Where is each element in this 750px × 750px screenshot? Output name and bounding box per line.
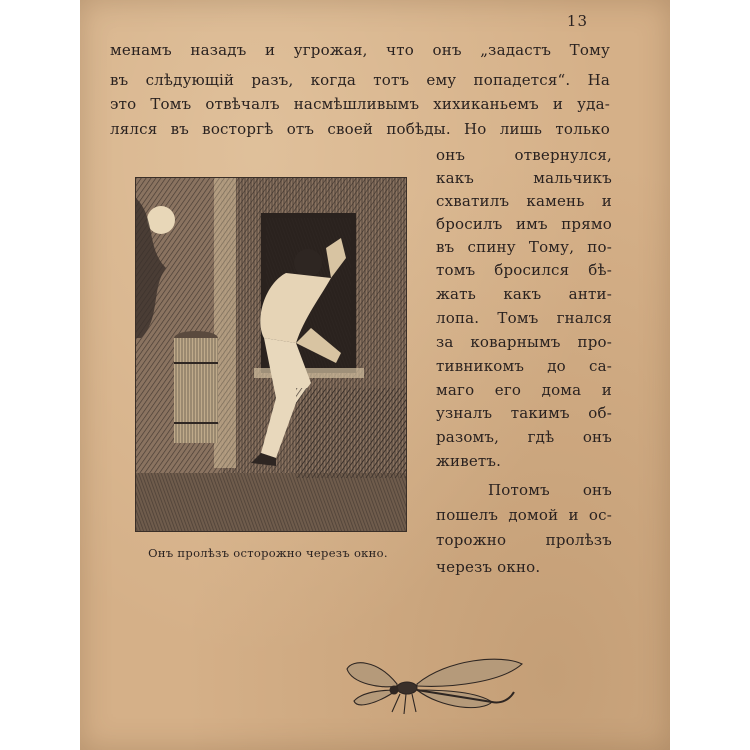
column-line-15: Потомъ онъ [488,481,612,499]
column-line-6: томъ бросился бѣ- [436,261,612,279]
column-line-5: въ спину Тому, по- [436,238,612,256]
column-line-16: пошелъ домой и ос- [436,506,612,524]
text-line-4: лялся въ восторгѣ отъ своей побѣды. Но лишь только [110,120,610,138]
text-line-3: это Томъ отвѣчалъ насмѣшливымъ хихиканьемъ и уда- [110,95,610,113]
column-line-12: узналъ такимъ об- [436,404,612,422]
column-line-18: черезъ окно. [436,558,541,576]
column-line-4: бросилъ имъ прямо [436,215,612,233]
text-line-1: менамъ назадъ и угрожая, что онъ „задастъ Тому [110,41,610,59]
book-page [80,0,670,750]
column-line-7: жать какъ анти- [436,285,612,303]
column-line-1: онъ отвернулся, [436,146,612,164]
column-line-17: торожно пролѣзъ [436,531,612,549]
column-line-9: за коварнымъ про- [436,333,612,351]
column-line-2: какъ мальчикъ [436,169,612,187]
dragonfly-ornament-icon [342,654,532,724]
column-line-11: маго его дома и [436,381,612,399]
engraving-boy-climbing-window-icon [135,177,407,532]
column-line-3: схватилъ камень и [436,192,612,210]
page-number: 13 [566,12,588,30]
column-line-10: тивникомъ до са- [436,357,612,375]
illustration-caption: Онъ пролѣзъ осторожно черезъ окно. [148,546,388,560]
column-line-14: живетъ. [436,452,502,470]
column-line-13: разомъ, гдѣ онъ [436,428,612,446]
text-line-2: въ слѣдующій разъ, когда тотъ ему попадется“. На [110,71,610,89]
column-line-8: лопа. Томъ гнался [436,309,612,327]
